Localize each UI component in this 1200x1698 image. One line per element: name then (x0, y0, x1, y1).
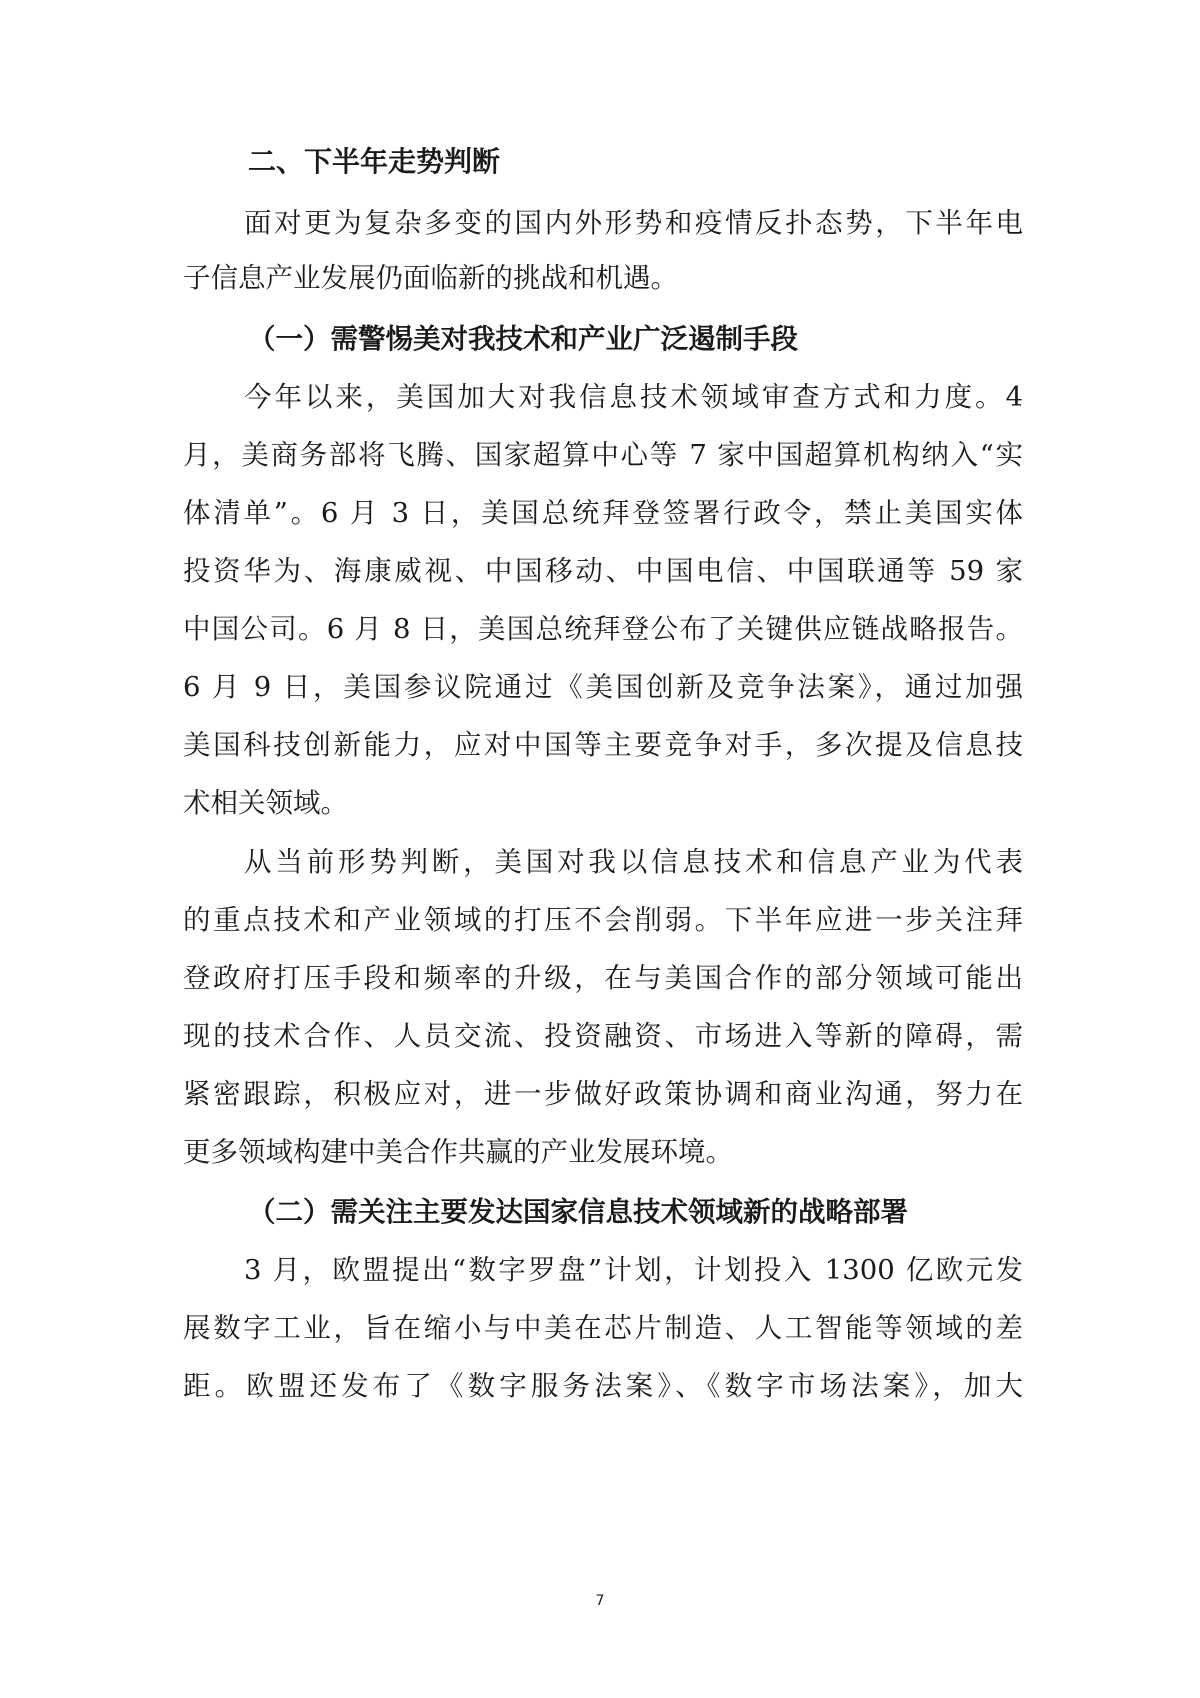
paragraph-line: 登政府打压手段和频率的升级，在与美国合作的部分领域可能出 (183, 962, 1023, 994)
paragraph-line: 从当前形势判断，美国对我以信息技术和信息产业为代表 (244, 846, 1023, 878)
intro-line: 面对更为复杂多变的国内外形势和疫情反扑态势，下半年电 (244, 207, 1023, 239)
paragraph-line: 展数字工业，旨在缩小与中美在芯片制造、人工智能等领域的差 (183, 1312, 1023, 1344)
paragraph-line: 更多领域构建中美合作共赢的产业发展环境。 (183, 1136, 733, 1168)
intro-line: 子信息产业发展仍面临新的挑战和机遇。 (183, 262, 678, 294)
paragraph-line: 今年以来，美国加大对我信息技术领域审查方式和力度。4 (244, 381, 1023, 413)
paragraph-line: 6 月 9 日，美国参议院通过《美国创新及竞争法案》，通过加强 (183, 671, 1023, 703)
paragraph-line: 中国公司。6 月 8 日，美国总统拜登公布了关键供应链战略报告。 (183, 613, 1023, 645)
paragraph-line: 距。欧盟还发布了《数字服务法案》、《数字市场法案》，加大 (183, 1370, 1023, 1402)
subsection-1-title: （一）需警惕美对我技术和产业广泛遏制手段 (248, 323, 798, 355)
paragraph-line: 投资华为、海康威视、中国移动、中国电信、中国联通等 59 家 (183, 555, 1023, 587)
subsection-2-title: （二）需关注主要发达国家信息技术领域新的战略部署 (248, 1196, 908, 1228)
paragraph-line: 术相关领域。 (183, 787, 348, 819)
paragraph-line: 紧密跟踪，积极应对，进一步做好政策协调和商业沟通，努力在 (183, 1078, 1023, 1110)
paragraph-line: 3 月，欧盟提出“数字罗盘”计划，计划投入 1300 亿欧元发 (244, 1254, 1023, 1286)
section-title: 二、下半年走势判断 (248, 145, 501, 178)
paragraph-line: 的重点技术和产业领域的打压不会削弱。下半年应进一步关注拜 (183, 904, 1023, 936)
paragraph-line: 体清单”。6 月 3 日，美国总统拜登签署行政令，禁止美国实体 (183, 497, 1023, 529)
paragraph-line: 月，美商务部将飞腾、国家超算中心等 7 家中国超算机构纳入“实 (183, 439, 1023, 471)
paragraph-line: 美国科技创新能力，应对中国等主要竞争对手，多次提及信息技 (183, 729, 1023, 761)
paragraph-line: 现的技术合作、人员交流、投资融资、市场进入等新的障碍，需 (183, 1020, 1023, 1052)
page-number: 7 (595, 1593, 605, 1609)
